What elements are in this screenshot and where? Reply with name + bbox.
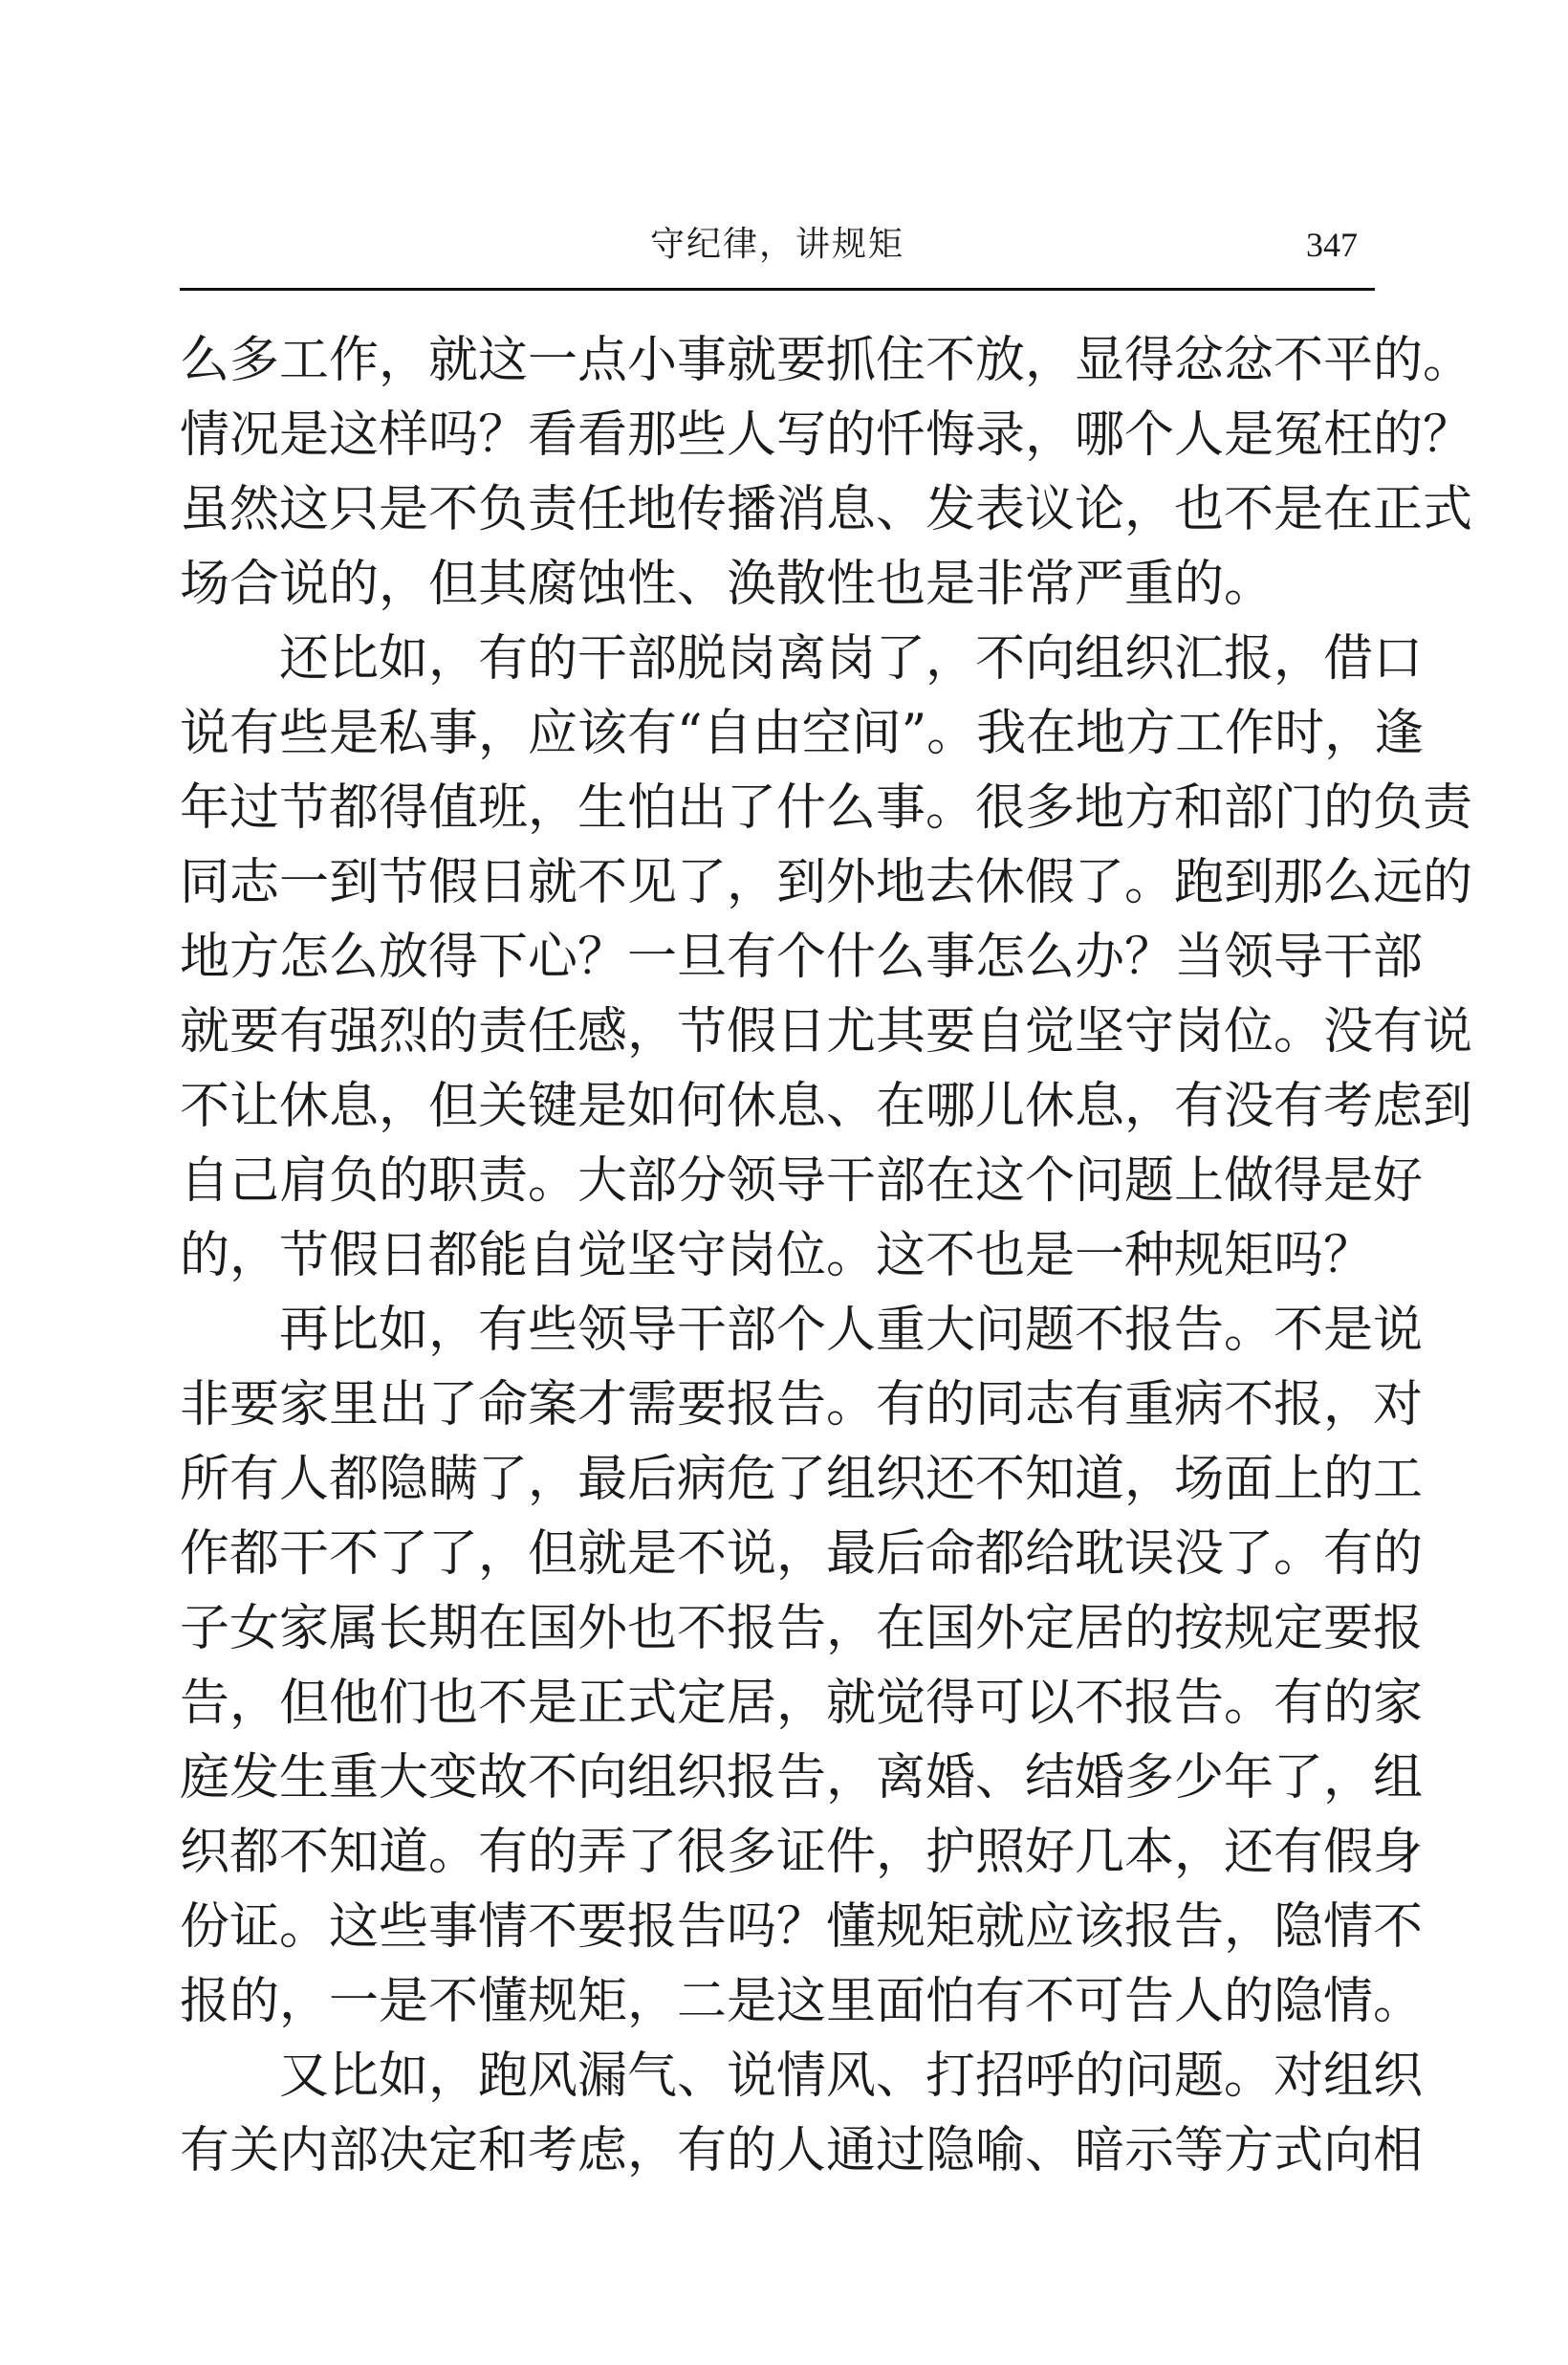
text-line: 同志一到节假日就不见了，到外地去休假了。跑到那么远的 bbox=[180, 854, 1473, 911]
text-line: 庭发生重大变故不向组织报告，离婚、结婚多少年了，组 bbox=[180, 1749, 1424, 1807]
text-line: 自己肩负的职责。大部分领导干部在这个问题上做得是好 bbox=[180, 1152, 1424, 1210]
text-line: 报的，一是不懂规矩，二是这里面怕有不可告人的隐情。 bbox=[180, 1973, 1424, 2030]
running-title: 守纪律，讲规矩 bbox=[649, 225, 904, 264]
paragraph-first-line: 又比如，跑风漏气、说情风、打招呼的问题。对组织 bbox=[279, 2047, 1424, 2105]
text-line: 所有人都隐瞒了，最后病危了组织还不知道，场面上的工 bbox=[180, 1451, 1424, 1508]
page-number: 347 bbox=[1306, 226, 1358, 264]
text-line: 情况是这样吗？看看那些人写的忏悔录，哪个人是冤枉的？ bbox=[180, 406, 1473, 464]
text-line: 么多工作，就这一点小事就要抓住不放，显得忿忿不平的。 bbox=[180, 332, 1473, 389]
text-line: 说有些是私事，应该有“自由空间”。我在地方工作时，逢 bbox=[180, 705, 1425, 762]
text-line: 非要家里出了命案才需要报告。有的同志有重病不报，对 bbox=[180, 1376, 1424, 1434]
paragraph-first-line: 再比如，有些领导干部个人重大问题不报告。不是说 bbox=[279, 1302, 1424, 1359]
text-line: 告，但他们也不是正式定居，就觉得可以不报告。有的家 bbox=[180, 1675, 1424, 1732]
body-text bbox=[180, 323, 1473, 2188]
text-line: 不让休息，但关键是如何休息、在哪儿休息，有没有考虑到 bbox=[180, 1078, 1473, 1135]
text-line: 场合说的，但其腐蚀性、涣散性也是非常严重的。 bbox=[180, 556, 1274, 613]
text-line: 有关内部决定和考虑，有的人通过隐喻、暗示等方式向相 bbox=[180, 2122, 1424, 2179]
text-line: 虽然这只是不负责任地传播消息、发表议论，也不是在正式 bbox=[180, 481, 1473, 538]
running-head bbox=[180, 218, 1375, 285]
text-line: 的，节假日都能自觉坚守岗位。这不也是一种规矩吗？ bbox=[180, 1227, 1374, 1284]
text-line: 地方怎么放得下心？一旦有个什么事怎么办？当领导干部 bbox=[180, 929, 1424, 986]
paragraph-first-line: 还比如，有的干部脱岗离岗了，不向组织汇报，借口 bbox=[279, 630, 1424, 688]
text-line: 织都不知道。有的弄了很多证件，护照好几本，还有假身 bbox=[180, 1824, 1424, 1881]
text-line: 年过节都得值班，生怕出了什么事。很多地方和部门的负责 bbox=[180, 779, 1473, 837]
text-line: 就要有强烈的责任感，节假日尤其要自觉坚守岗位。没有说 bbox=[180, 1003, 1473, 1061]
text-line: 作都干不了了，但就是不说，最后命都给耽误没了。有的 bbox=[180, 1525, 1424, 1583]
header-rule bbox=[180, 288, 1375, 291]
text-line: 份证。这些事情不要报告吗？懂规矩就应该报告，隐情不 bbox=[180, 1898, 1424, 1956]
text-line: 子女家属长期在国外也不报告，在国外定居的按规定要报 bbox=[180, 1600, 1424, 1657]
